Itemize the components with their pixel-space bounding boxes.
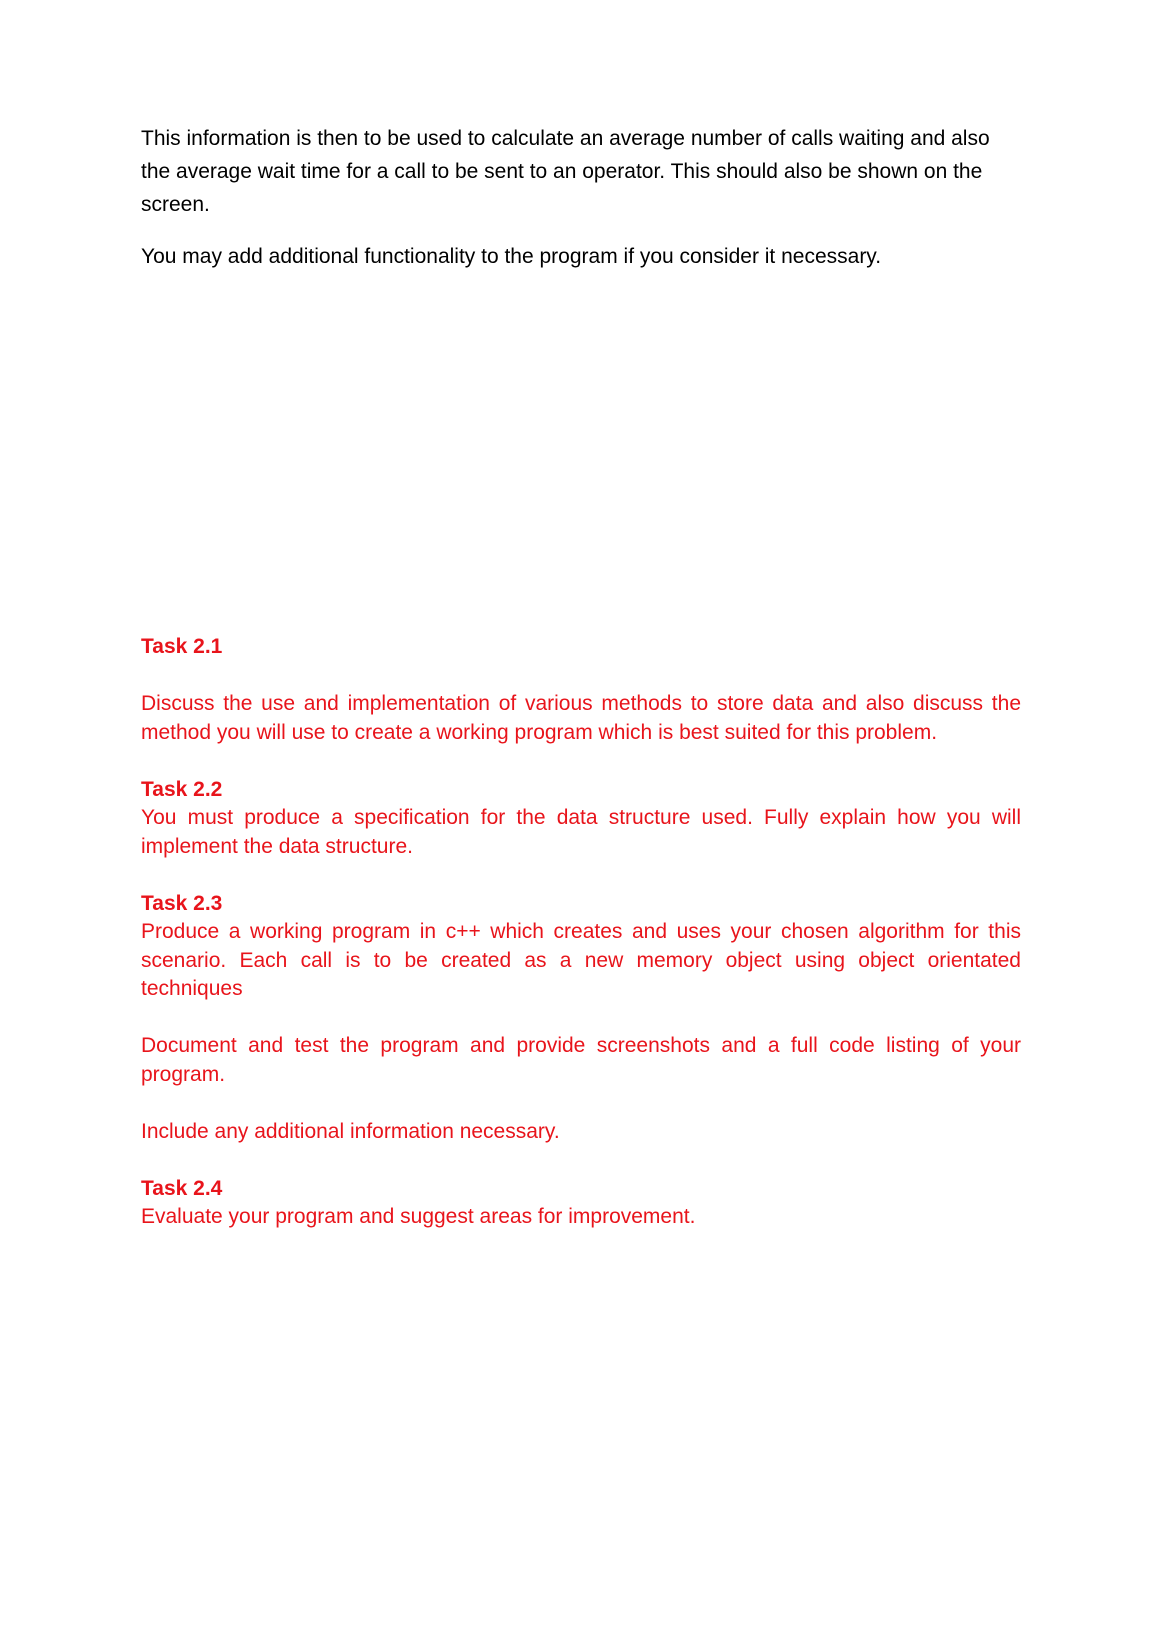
task-heading-2-1: Task 2.1 [141,635,223,658]
task-2-2-paragraph: You must produce a specification for the data structure used. Fully explain how you will implement the data structure. [141,806,1021,858]
task-2-3-paragraph-3: Include any additional information necessary. [141,1119,560,1143]
task-heading-2-2: Task 2.2 [141,777,223,801]
tasks-section [141,633,1021,1232]
task-heading-2-3: Task 2.3 [141,891,223,915]
spacer [141,1089,1021,1118]
intro-paragraph-1: This information is then to be used to calculate an average number of calls waiting and also the average wait time for a call to be sent to an operator. This should also be shown on the screen. [141,127,990,216]
spacer [141,861,1021,890]
intro-paragraph-2: You may add additional functionality to the program if you consider it necessary. [141,245,882,268]
task-2-4-paragraph: Evaluate your program and suggest areas for improvement. [141,1205,696,1228]
task-2-1-paragraph: Discuss the use and implementation of various methods to store data and also discuss the method you will use to create a working program which is best suited for this problem. [141,692,1021,744]
spacer [141,1004,1021,1033]
task-2-3-paragraph-1: Produce a working program in c++ which creates and uses your chosen algorithm for this scenario. Each call is to be created as a new memory object using object orientated techniques [141,920,1021,1000]
spacer [141,747,1021,776]
task-heading-2-4: Task 2.4 [141,1176,223,1200]
task-2-3-paragraph-2: Document and test the program and provide screenshots and a full code listing of your program. [141,1034,1021,1086]
spacer [141,1146,1021,1175]
spacer [141,662,1021,691]
